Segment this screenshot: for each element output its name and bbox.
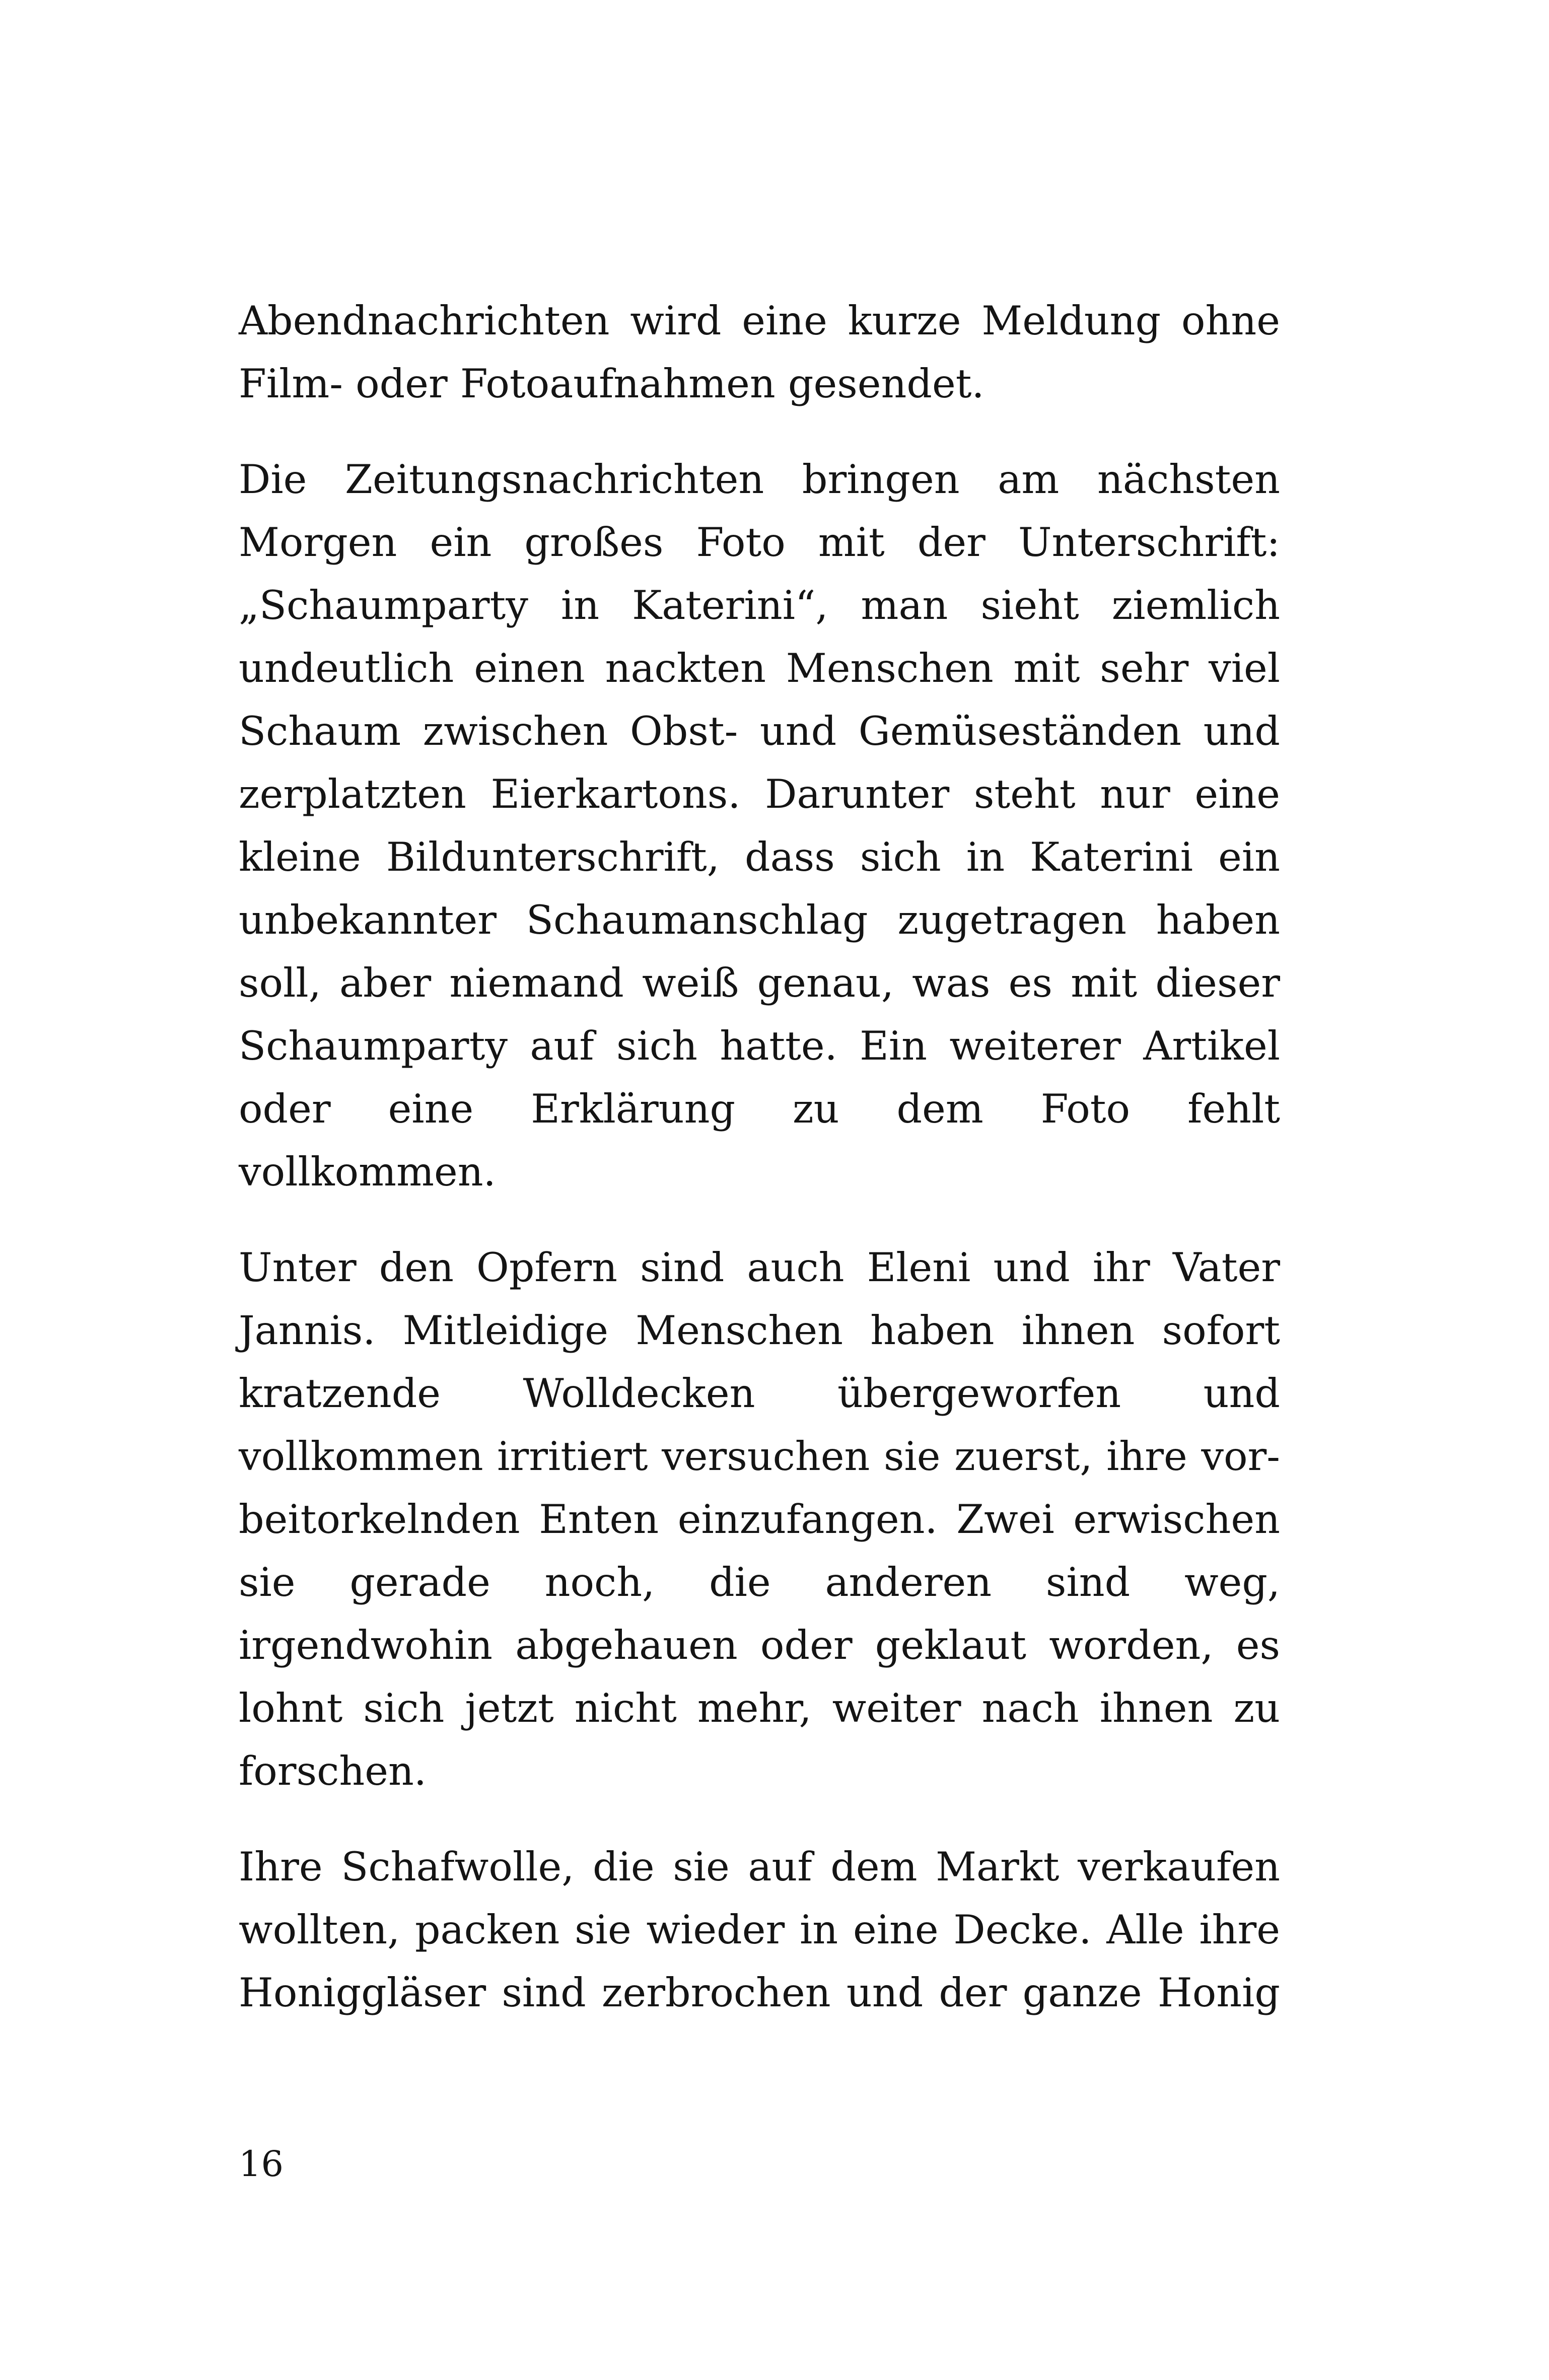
paragraph-4: [239, 1836, 1280, 2024]
text-line: soll, aber niemand weiß genau, was es mit dieser: [239, 960, 1280, 1006]
body-text: [239, 290, 1280, 2024]
text-line: kratzende Wolldecken übergeworfen und: [239, 1370, 1280, 1417]
text-line: Morgen ein großes Foto mit der Unterschrift:: [239, 519, 1280, 566]
paragraph-1: [239, 290, 1280, 415]
text-line: Schaum zwischen Obst- und Gemüseständen und: [239, 708, 1280, 754]
text-line: Die Zeitungsnachrichten bringen am nächsten: [239, 456, 1280, 503]
text-line: vollkommen irritiert versuchen sie zuerst, ihre vor-: [239, 1433, 1280, 1480]
paragraph-3: [239, 1236, 1280, 1803]
text-line: Honiggläser sind zerbrochen und der ganze Honig: [239, 1970, 1280, 2016]
text-line: Film- oder Fotoaufnahmen gesendet.: [239, 361, 984, 407]
paragraph-2: [239, 448, 1280, 1204]
text-line: lohnt sich jetzt nicht mehr, weiter nach ihnen zu: [239, 1685, 1280, 1731]
text-line: vollkommen.: [239, 1149, 496, 1195]
text-line: Jannis. Mitleidige Menschen haben ihnen sofort: [239, 1307, 1280, 1354]
text-line: kleine Bildunterschrift, dass sich in Katerini ein: [239, 834, 1280, 880]
text-line: undeutlich einen nackten Menschen mit sehr viel: [239, 645, 1280, 691]
text-line: wollten, packen sie wieder in eine Decke. Alle ihre: [239, 1907, 1280, 1953]
text-line: forschen.: [239, 1748, 427, 1794]
text-line: zerplatzten Eierkartons. Darunter steht nur eine: [239, 771, 1280, 817]
text-line: irgendwohin abgehauen oder geklaut worden, es: [239, 1622, 1280, 1668]
text-line: „Schaumparty in Katerini“, man sieht ziemlich: [239, 582, 1280, 628]
text-line: oder eine Erklärung zu dem Foto fehlt: [239, 1086, 1280, 1132]
page-number: 16: [239, 2143, 284, 2185]
text-line: beitorkelnden Enten einzufangen. Zwei erwischen: [239, 1496, 1280, 1543]
text-line: sie gerade noch, die anderen sind weg,: [239, 1559, 1280, 1605]
text-line: Schaumparty auf sich hatte. Ein weiterer Artikel: [239, 1023, 1280, 1069]
text-line: unbekannter Schaumanschlag zugetragen haben: [239, 897, 1280, 943]
text-line: Ihre Schafwolle, die sie auf dem Markt verkaufen: [239, 1844, 1280, 1890]
text-line: Abendnachrichten wird eine kurze Meldung ohne: [239, 298, 1280, 344]
text-line: Unter den Opfern sind auch Eleni und ihr Vater: [239, 1244, 1280, 1291]
